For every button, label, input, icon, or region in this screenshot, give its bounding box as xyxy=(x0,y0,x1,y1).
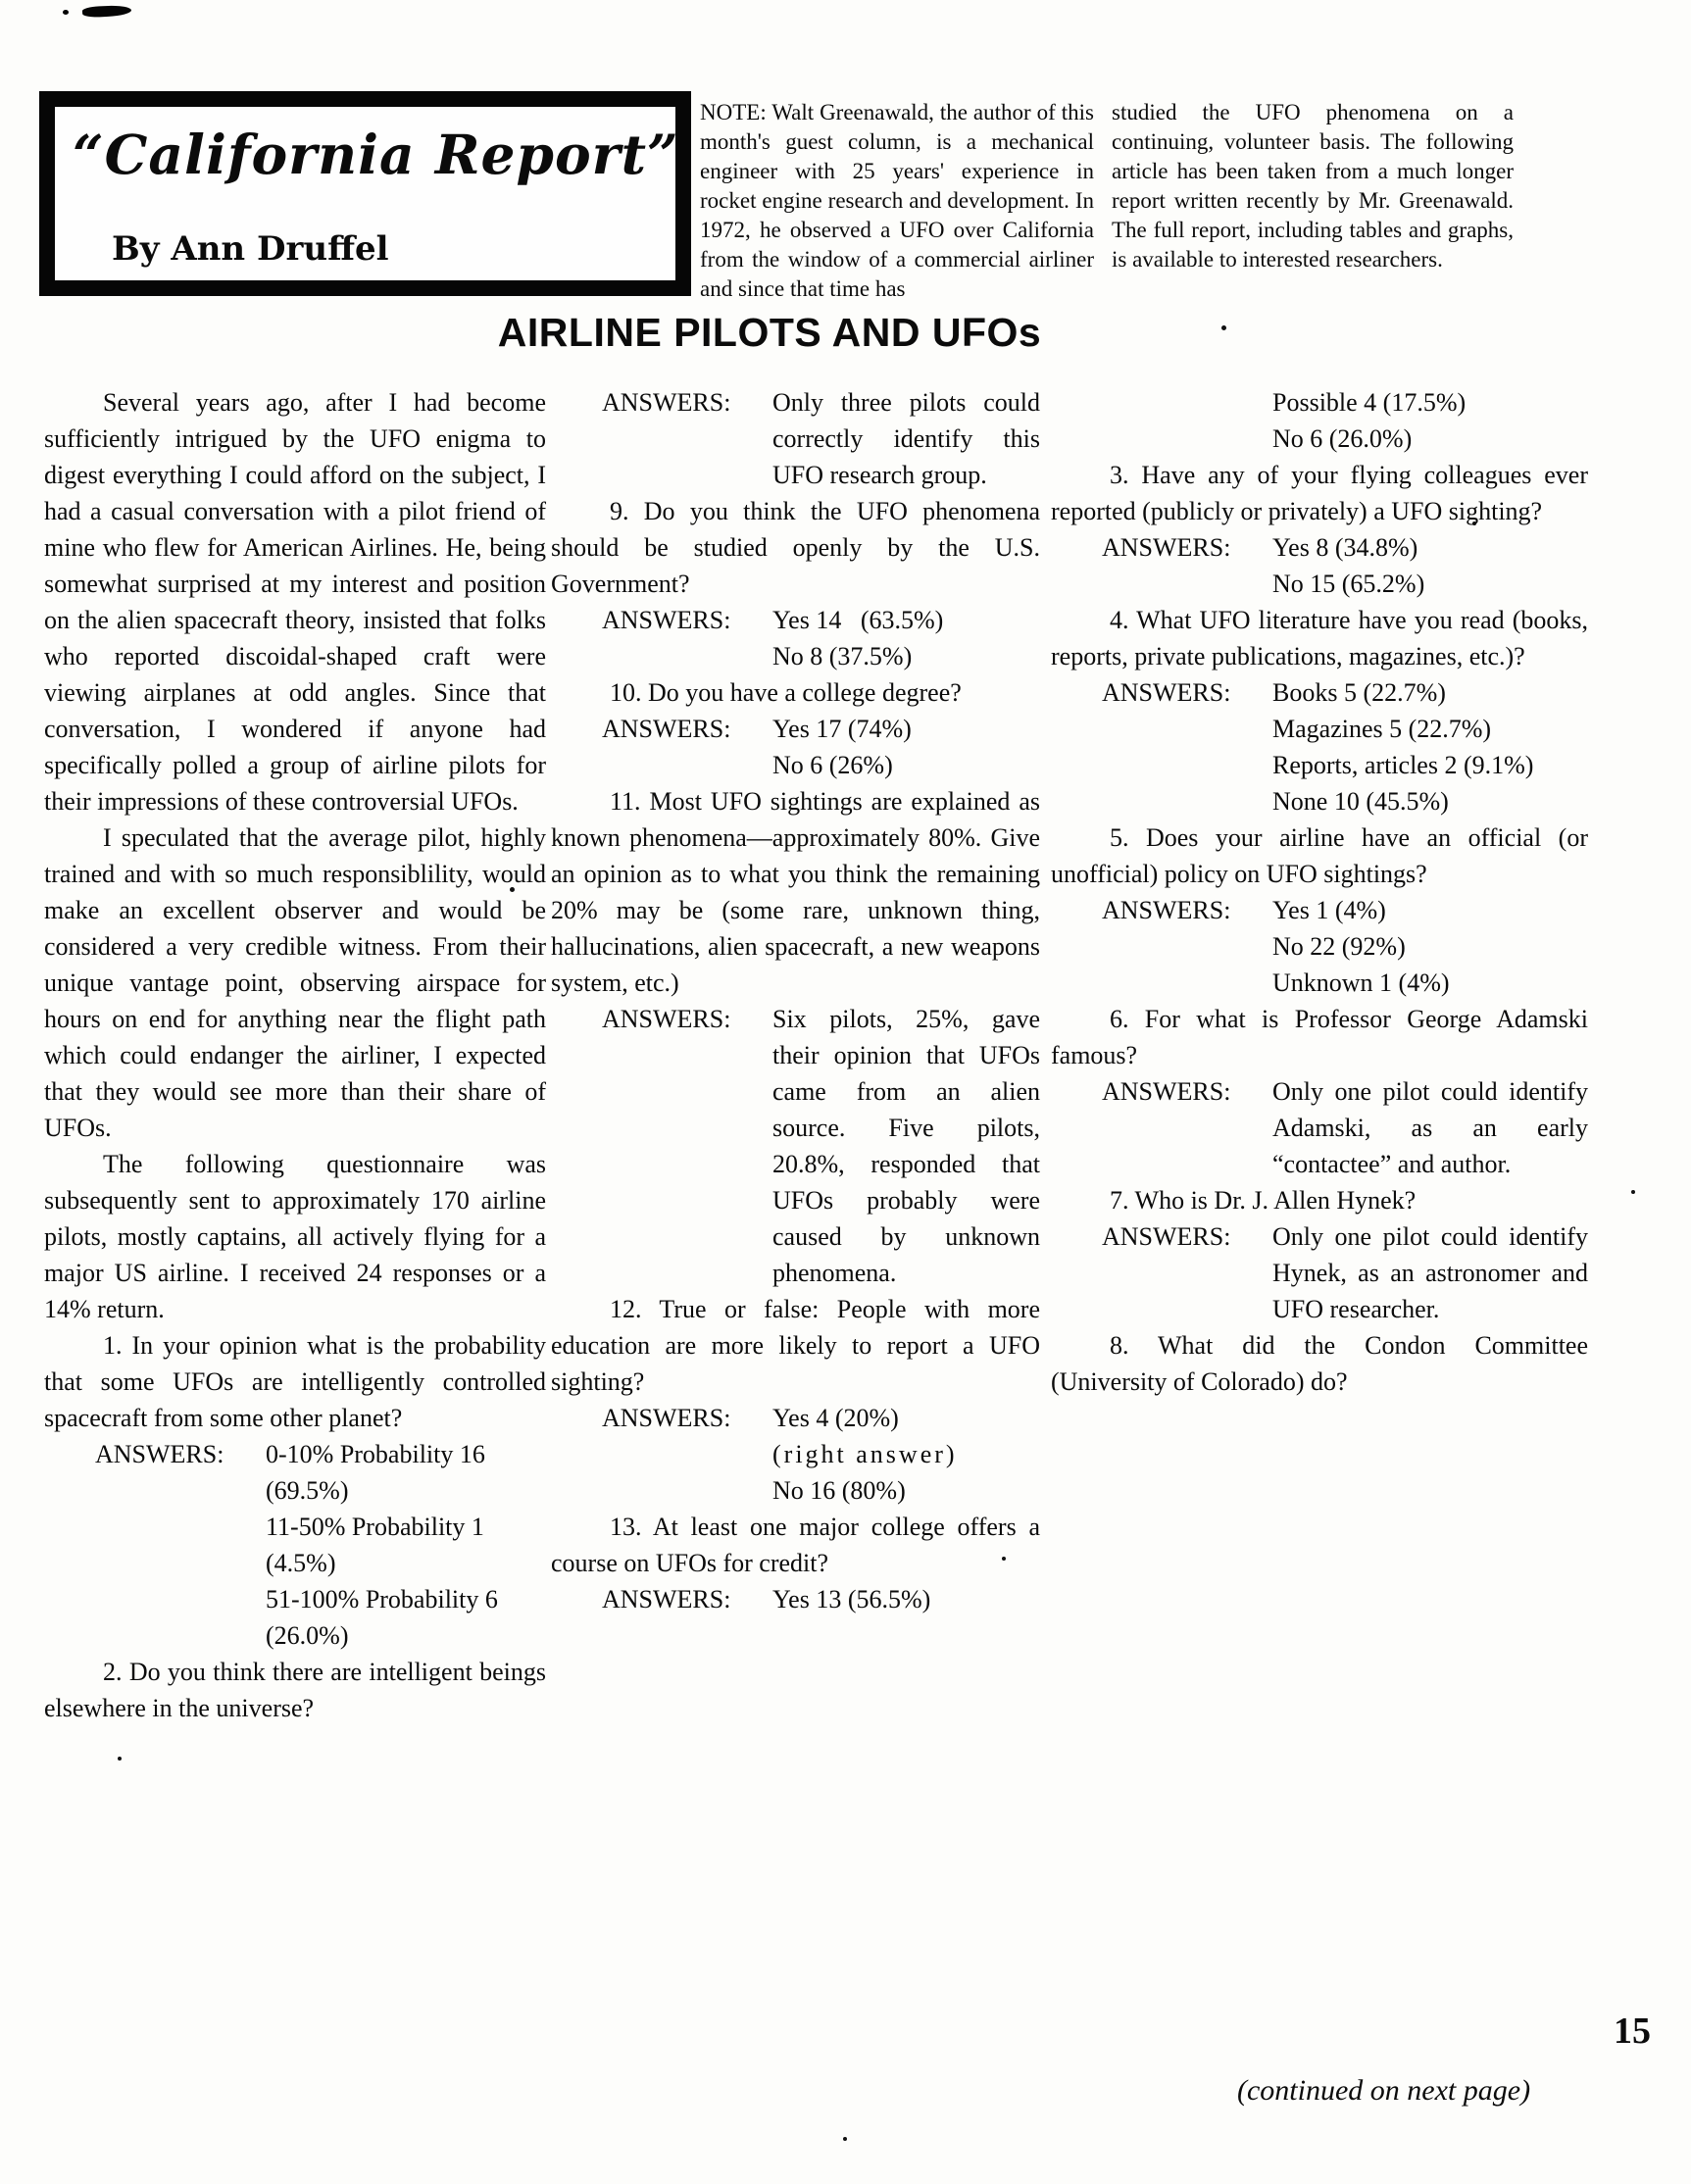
masthead-title: “California Report” xyxy=(73,123,679,186)
answers-values xyxy=(772,1400,1040,1509)
scan-speck xyxy=(1221,325,1226,330)
ink-smudge xyxy=(82,5,132,19)
answers-values xyxy=(266,1436,546,1654)
page-number: 15 xyxy=(1614,2010,1651,2052)
continued-note: (continued on next page) xyxy=(1237,2074,1531,2107)
answer-line: Yes 1 (4%) xyxy=(1272,896,1386,924)
question-2: 2. Do you think there are intelligent beings elsewhere in the universe? xyxy=(44,1658,546,1722)
note-paragraph-2: studied the UFO phenomena on a continuing, volunteer basis. The following article has been taken from a much longer report written recently by Mr. Greenawald. The full report, including tables and graphs, is available to interested researchers. xyxy=(1112,100,1514,272)
column-right xyxy=(1051,384,1588,1400)
intro-paragraph-1: Several years ago, after I had become sufficiently intrigued by the UFO enigma to digest everything I could afford on the subject, I had a casual conversation with a pilot friend of mine who flew for American Airlines. He, being somewhat surprised at my interest and position on the alien spacecraft theory, insisted that folks who reported discoidal-shaped craft were viewing airplanes at odd angles. Since that conversation, I wondered if anyone had specifically polled a group of airline pilots for their impressions of these controversial UFOs. xyxy=(44,388,546,816)
answers-label: ANSWERS: xyxy=(1102,896,1231,924)
answer-line: Yes 13 (56.5%) xyxy=(772,1585,931,1613)
answers-question-1 xyxy=(44,1436,546,1654)
answers-values xyxy=(772,1581,1040,1617)
answers-question-2-continued xyxy=(1051,384,1588,457)
answer-line: Yes 14 (63.5%) xyxy=(772,606,944,634)
question-6: 6. For what is Professor George Adamski famous? xyxy=(1051,1005,1588,1069)
answers-values xyxy=(772,602,1040,674)
question-10: 10. Do you have a college degree? xyxy=(610,678,962,707)
answer-prose: Only one pilot could identify Adamski, as an early “contactee” and author. xyxy=(1272,1077,1588,1178)
intro-paragraph-2: I speculated that the average pilot, highly trained and with so much responsiblility, would make an excellent observer and would be considered a very credible witness. From their unique vantage point, observing airspace for hours on end for anything near the flight path which could endanger the airliner, I expected that they would see more than their share of UFOs. xyxy=(44,823,546,1142)
answer-line: Yes 17 (74%) xyxy=(772,715,912,743)
answer-prose: Six pilots, 25%, gave their opinion that UFOs came from an alien source. Five pilots, 20.8%, responded that UFOs probably were caused by unknown phenomena. xyxy=(772,1005,1040,1287)
answer-line: No 6 (26.0%) xyxy=(1272,424,1413,453)
answer-prose: Only one pilot could identify Hynek, as an astronomer and UFO researcher. xyxy=(1272,1222,1588,1323)
answers-label: ANSWERS: xyxy=(602,715,731,743)
answer-line: No 22 (92%) xyxy=(1272,932,1406,961)
answers-question-9 xyxy=(551,602,1040,674)
answer-line: (right answer) xyxy=(772,1440,958,1468)
answer-line: Yes 4 (20%) xyxy=(772,1404,899,1432)
answer-line: No 16 (80%) xyxy=(772,1476,906,1505)
answers-values xyxy=(772,384,1040,493)
answers-question-6 xyxy=(1051,1073,1588,1182)
question-11: 11. Most UFO sightings are explained as known phenomena—approximately 80%. Give an opinion as to what you think the remaining 20% may be (some rare, unknown thing, hallucinations, alien spacecraft, a new weapons system, etc.) xyxy=(551,787,1040,997)
answer-line: Yes 8 (34.8%) xyxy=(1272,533,1418,562)
question-3: 3. Have any of your flying colleagues ever reported (publicly or privately) a UFO sighting? xyxy=(1051,461,1588,525)
question-13: 13. At least one major college offers a course on UFOs for credit? xyxy=(551,1513,1040,1577)
answer-line: Books 5 (22.7%) xyxy=(1272,678,1446,707)
masthead-box xyxy=(39,91,691,296)
answer-line: No 8 (37.5%) xyxy=(772,642,913,670)
answer-line: Reports, articles 2 (9.1%) xyxy=(1272,751,1534,779)
answers-question-4 xyxy=(1051,674,1588,819)
intro-paragraph-3: The following questionnaire was subsequently sent to approximately 170 airline pilots, mostly captains, all actively flying for a major US airline. I received 24 responses or a 14% return. xyxy=(44,1150,546,1323)
column-left xyxy=(44,384,546,1726)
answers-label: ANSWERS: xyxy=(1102,1222,1231,1251)
answer-line: Possible 4 (17.5%) xyxy=(1272,388,1467,417)
ink-dot xyxy=(63,10,69,15)
answers-question-10 xyxy=(551,711,1040,783)
answer-prose: Only three pilots could correctly identify this UFO research group. xyxy=(772,388,1040,489)
answers-values xyxy=(1272,529,1588,602)
question-9: 9. Do you think the UFO phenomena should be studied openly by the U.S. Government? xyxy=(551,497,1040,598)
question-12: 12. True or false: People with more education are more likely to report a UFO sighting? xyxy=(551,1295,1040,1396)
answers-label: ANSWERS: xyxy=(1102,533,1231,562)
answers-question-13 xyxy=(551,1581,1040,1617)
answers-label: ANSWERS: xyxy=(95,1440,224,1468)
answer-line: 51-100% Probability 6 (26.0%) xyxy=(266,1585,498,1650)
answers-label: ANSWERS: xyxy=(602,1404,731,1432)
answer-line: 0-10% Probability 16 (69.5%) xyxy=(266,1440,485,1505)
answers-question-12 xyxy=(551,1400,1040,1509)
answers-values xyxy=(772,1001,1040,1291)
question-1: 1. In your opinion what is the probability that some UFOs are intelligently controlled spacecraft from some other planet? xyxy=(44,1331,546,1432)
answers-label: ANSWERS: xyxy=(1102,678,1231,707)
answers-label: ANSWERS: xyxy=(602,1005,731,1033)
answer-line: Unknown 1 (4%) xyxy=(1272,968,1450,997)
answer-line: No 6 (26%) xyxy=(772,751,893,779)
question-7: 7. Who is Dr. J. Allen Hynek? xyxy=(1110,1186,1417,1215)
answer-line: No 15 (65.2%) xyxy=(1272,570,1425,598)
question-5: 5. Does your airline have an official (or unofficial) policy on UFO sightings? xyxy=(1051,823,1588,888)
answers-question-11 xyxy=(551,1001,1040,1291)
answers-values xyxy=(1272,674,1588,819)
answers-label-empty xyxy=(1102,384,1272,457)
answers-label: ANSWERS: xyxy=(602,388,731,417)
answer-line: None 10 (45.5%) xyxy=(1272,787,1449,816)
scan-speck xyxy=(843,2137,847,2141)
answers-question-7 xyxy=(1051,1218,1588,1327)
answers-values xyxy=(1272,1073,1588,1182)
answers-label: ANSWERS: xyxy=(1102,1077,1231,1106)
question-4: 4. What UFO literature have you read (books, reports, private publications, magazines, etc.)? xyxy=(1051,606,1588,670)
scan-speck xyxy=(1631,1190,1635,1194)
question-8: 8. What did the Condon Committee (University of Colorado) do? xyxy=(1051,1331,1588,1396)
answers-label: ANSWERS: xyxy=(602,606,731,634)
column-middle xyxy=(551,384,1040,1617)
answers-values xyxy=(1272,892,1588,1001)
note-paragraph-1: NOTE: Walt Greenawald, the author of this month's guest column, is a mechanical engineer with 25 years' experience in rocket engine research and development. In 1972, he observed a UFO over California from the window of a commercial airliner and since that time has xyxy=(700,100,1094,301)
masthead-byline: By Ann Druffel xyxy=(112,229,389,269)
answers-values xyxy=(1272,384,1588,457)
answers-label: ANSWERS: xyxy=(602,1585,731,1613)
article-title: AIRLINE PILOTS AND UFOs xyxy=(497,310,1042,355)
answer-line: 11-50% Probability 1 (4.5%) xyxy=(266,1513,484,1577)
answers-question-5 xyxy=(1051,892,1588,1001)
answers-question-8 xyxy=(551,384,1040,493)
answers-question-3 xyxy=(1051,529,1588,602)
answers-values xyxy=(1272,1218,1588,1327)
answers-values xyxy=(772,711,1040,783)
scan-speck xyxy=(118,1757,122,1761)
answer-line: Magazines 5 (22.7%) xyxy=(1272,715,1492,743)
